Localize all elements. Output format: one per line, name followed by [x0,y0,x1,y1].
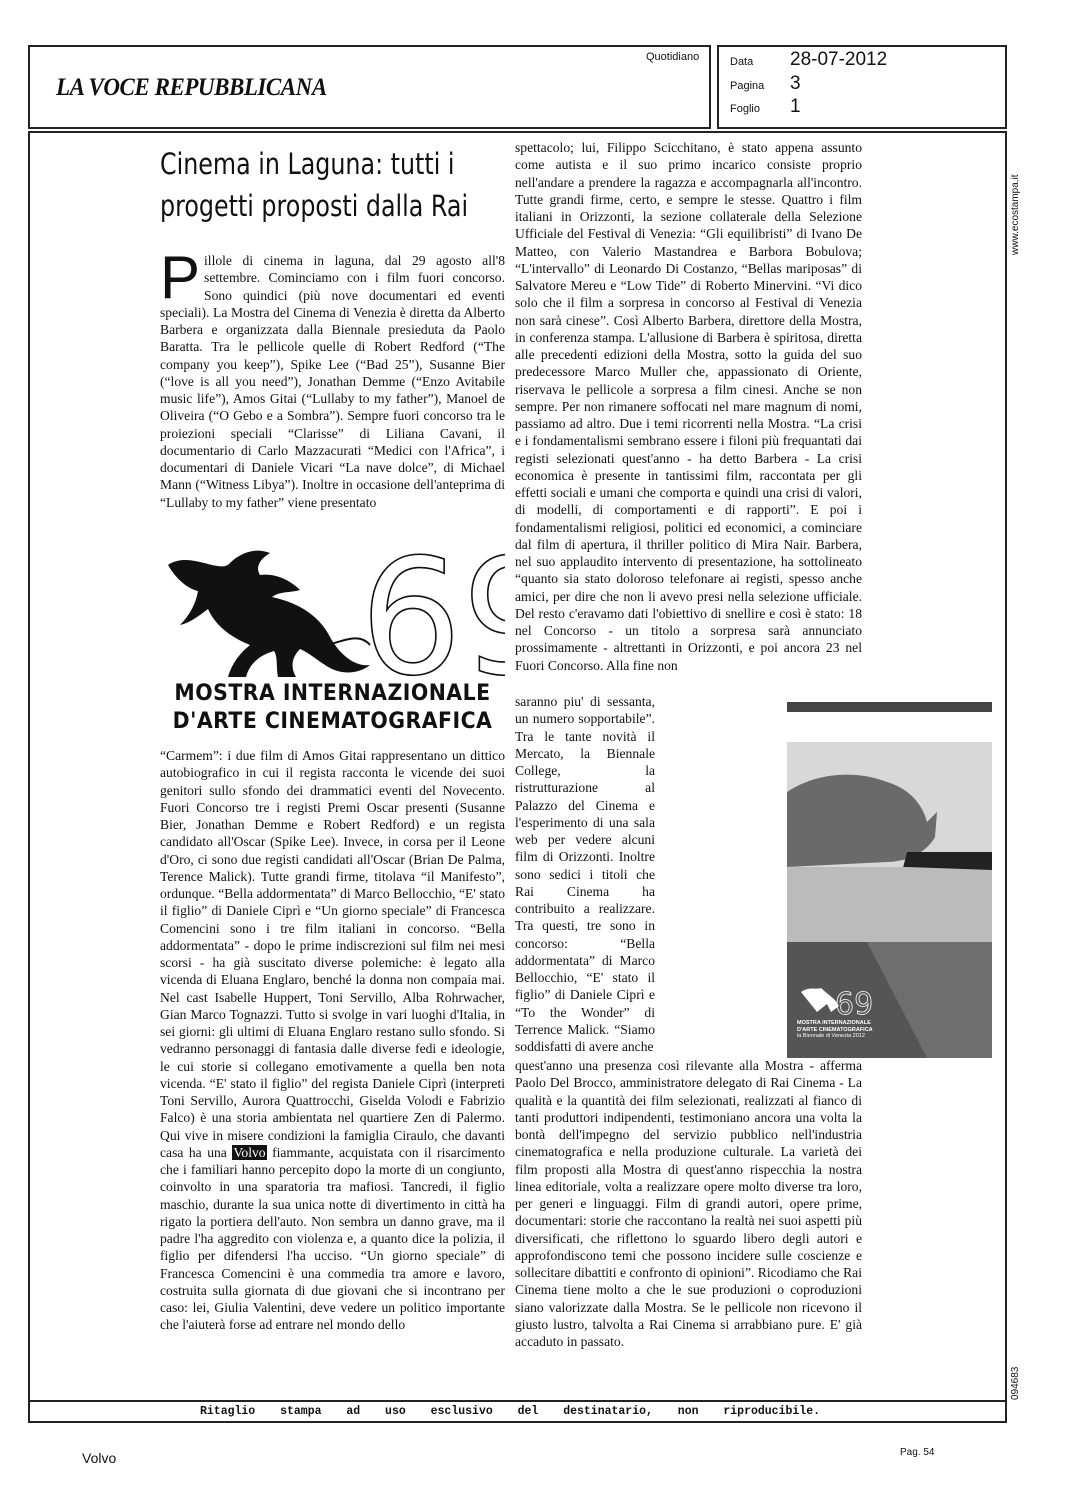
article-title: Cinema in Laguna: tutti i progetti proposti dalla Rai [160,147,469,223]
poster-line-1: MOSTRA INTERNAZIONALE [797,1020,871,1026]
date-label: Data [730,56,754,68]
poster-image [787,702,992,1058]
paragraph-text: illole di cinema in laguna, dal 29 agosto all'8 settembre. Cominciamo con i film fuori concorso. Sono quindici (più nove documentari ed eventi speciali). La Mostra del Cinema di Venezia è diretta da Alberto Barbera e organizzata dalla Biennale presieduta da Paolo Baratta. Tra le pellicole quelle di Robert Redford (“The company you keep”), Spike Lee (“Bad 25”), Susanne Bier (“love is all you need”), Jonathan Demme (“Enzo Avitabile music life”), Amos Gitai (“Lullaby to my father”), Manoel de Oliveira (“O Gebo e a Sombra”). Sempre fuori concorso tra le proiezioni speciali “Clarisse” di Liliana Cavani, il documentario di Carlo Mazzacurati “Medici con l'Africa”, i documentari di Daniele Vicari “La nave dolce”, di Michael Mann (“Witness Libya”). Inoltre in occasione dell'anteprima di “Lullaby to my father” viene presentato [160,253,505,510]
rhino-boat-illustration-icon [787,702,992,1058]
logo-line-1: MOSTRA INTERNAZIONALE [174,681,491,706]
column-2-part-1: spettacolo; lui, Filippo Scicchitano, è stato appena assunto come autista e il suo primo incarico consiste proprio nell'andare a prendere la ragazza e accompagnarla all'incontro. Tutte grandi firme, certo, e sempre le stesse. Quattro i film italiani in Orizzonti, la sezione collaterale della Selezione Ufficiale del Festival di Venezia: “Gli equilibristi” di Ivano De Matteo, con Valerio Mastandrea e Barbora Bobulova; “L'intervallo” di Leonardo Di Costanzo, “Bellas mariposas” di Salvatore Mereu e “Low Tide” di Roberto Minervini. “Vi dico solo che il film a sorpresa in concorso al Festival di Venezia non sarà cinese”. Così Alberto Barbera, direttore della Mostra, in conferenza stampa. L'allusione di Barbera è spiritosa, diretta alle precedenti edizioni della Mostra, sotto la guida del suo predecessore Marco Muller che, appassionato di Oriente, riservava le pellicole a sorpresa a film cinesi. Anche se non sempre. Per non rimanere soffocati nel mare magnum di nomi, passiamo ad altro. Due i temi ricorrenti nella Mostra. “La crisi e i fondamentalismi sembrano essere i filoni più frequantati dai registi selezionati quest'anno - ha detto Barbera - La crisi economica è presente in tantissimi film, raccontata per gli effetti sociali e umani che comporta e quindi una crisi di valori, di modelli, di comportamenti e di rapporti”. E poi i fondamentalismi religiosi, politici ed economici, a cominciare dal film di apertura, il thriller politico di Mira Nair. Barbera, nel suo applaudito intervento di presentazione, ha sottolineato “quanto sia stato doloroso telefonare ai registi, spesso anche amici, per dire che non li avevo presi nella selezione ufficiale. Del resto c'eravamo dati l'obiettivo di snellire e così è stato: 18 nel Concorso - un titolo a sorpresa sarà annunciato prossimamente - altrettanti in Orizzonti, e poi ancora 23 nel Fuori Concorso. Alla fine non [515,140,862,673]
drop-cap: P [160,244,201,311]
keyword-label: Volvo [82,1450,117,1466]
column-2-narrow: saranno piu' di sessanta, un numero sopportabile”. Tra le tante novità il Mercato, la Biennale College, la ristrutturazione al Palazzo del Cinema e l'esperimento di una sala web per vedere alcuni film di Orizzonti. Inoltre sono sedici i titoli che Rai Cinema ha contribuito a realizzare. Tra questi, tre sono in concorso: “Bella addormentata” di Marco Bellocchio, “E' stato il figlio” di Daniele Ciprì e “To the Wonder” di Terrence Malick. “Siamo soddisfatti di avere anche [515,694,655,1054]
page-label: Pagina [730,80,765,92]
poster-line-3: la Biennale di Venezia 2012 [797,1033,865,1039]
poster-caption [797,1020,873,1040]
column-2-part-3: quest'anno una presenza così rilevante alla Mostra - afferma Paolo Del Brocco, amministratore delegato di Rai Cinema - La qualità e la quantità dei film selezionati, realizzati al fianco di tanti produttori indipendenti, testimoniano ancora una volta la bontà dell'impegno del servizio pubblico nell'industria cinematografica e nella produzione culturale. La varietà dei film proposti alla Mostra di quest'anno rispecchia la nostra linea editoriale, volta a realizzare opere molto diverse tra loro, per generi e linguaggi. Film di grandi autori, opere prime, documentari: storie che raccontano la realtà nei suoi aspetti più diversificati, che riflettono lo sguardo libero degli autori e approfondiscono temi che possono incidere sulle coscienze e sollecitare dibattiti e confronto di opinioni”. Ricodiamo che Rai Cinema tiene molto a che le sue produzioni o coproduzioni siano valorizzate dalla Mostra. Se le pellicole non ricevono il giusto lustro, talvolta a Rai Cinema si arrabbiano pure. E' già accaduto in passato. [515,1058,862,1349]
column-1-part-1 [160,244,505,511]
website-label: www.ecostampa.it [1010,174,1021,255]
paragraph-text: fiammante, acquistata con il risarcimento che i familiari hanno percepito dopo la morte di un congiunto, coinvolto in una sparatoria tra mafiosi. Tancredi, il figlio maschio, durante la sua unica notte di divertimento in città ha rigato la portiera dell'auto. Non sembra un danno grave, ma il padre l'ha aggredito con violenza e, a quanto dice la polizia, il figlio per difendersi l'ha ucciso. “Un giorno speciale” di Francesca Comencini è una commedia tra amore e lavoro, costruita sulla giornata di due giovani che si incontrano per caso: lei, Giulia Valentini, deve vedere un politico importante che l'aiuterà forse ad entrare nel mondo dello [160,1144,506,1333]
paragraph-text: “Carmem”: i due film di Amos Gitai rappresentano un dittico autobiografico in cui il regista racconta le vicende dei suoi genitori sullo sfondo dei drammatici eventi del Novecento. Fuori Concorso tre i registi Premi Oscar presenti (Susanne Bier, Jonathan Demme e Robert Redford) e un regista candidato all'Oscar (Spike Lee). Invece, in corsa per il Leone d'Oro, ci sono due registi candidati all'Oscar (Brian De Palma, Terence Malick). Tutte grandi firme, titolava “il Manifesto”, ordunque. “Bella addormentata” di Marco Bellocchio, “E' stato il figlio” di Daniele Ciprì e “Un giorno speciale” di Francesca Comencini sono i tre film italiani in concorso. “Bella addormentata” - dopo le prime indiscrezioni sul film nei mesi scorsi - ha già suscitato diverse polemiche: è legato alla vicenda di Eluana Englaro, benché la donna non compaia mai. Nel cast Isabelle Huppert, Toni Servillo, Alba Rohrwacher, Gian Marco Tognazzi. Tutto si svolge in vari luoghi d'Italia, in sei giorni: gli ultimi di Eluana Englaro restano sullo sfondo. Si vedranno personaggi di fantasia dalle diverse fedi e ideologie, le cui storie si collegano emotivamente a quella ben nota vicenda. “E' stato il figlio” del regista Daniele Ciprì (interpreti Toni Servillo, Aurora Quattrocchi, Giselda Volodi e Fabrizio Falco) è una storia ambientata nel quartiere Zen di Palermo. Qui vive in misere condizioni la famiglia Ciraulo, che davanti casa ha una [160,748,505,1160]
footer-divider [28,1400,1007,1402]
highlighted-keyword: Volvo [233,1144,266,1160]
poster-line-2: D'ARTE CINEMATOGRAFICA [797,1026,873,1033]
page-number: Pag. 54 [900,1447,935,1458]
clipping-code: 094683 [1010,1366,1021,1400]
date-value: 28-07-2012 [790,49,888,70]
column-1-part-2 [160,747,505,1334]
copyright-notice: Ritaglio stampa ad uso esclusivo del destinatario, non riproducibile. [200,1405,820,1418]
svg-text:69: 6 [360,545,462,685]
periodicity: Quotidiano [646,51,700,63]
logo-line-2: D'ARTE CINEMATOGRAFICA [172,709,493,734]
page-value: 3 [790,73,801,94]
svg-text:69: 69 [835,987,874,1022]
winged-lion-69-icon [160,545,505,685]
mostra-logo [160,545,505,740]
masthead: LA VOCE REPUBBLICANA [56,74,327,101]
sheet-value: 1 [790,96,801,117]
sheet-label: Foglio [730,103,760,115]
